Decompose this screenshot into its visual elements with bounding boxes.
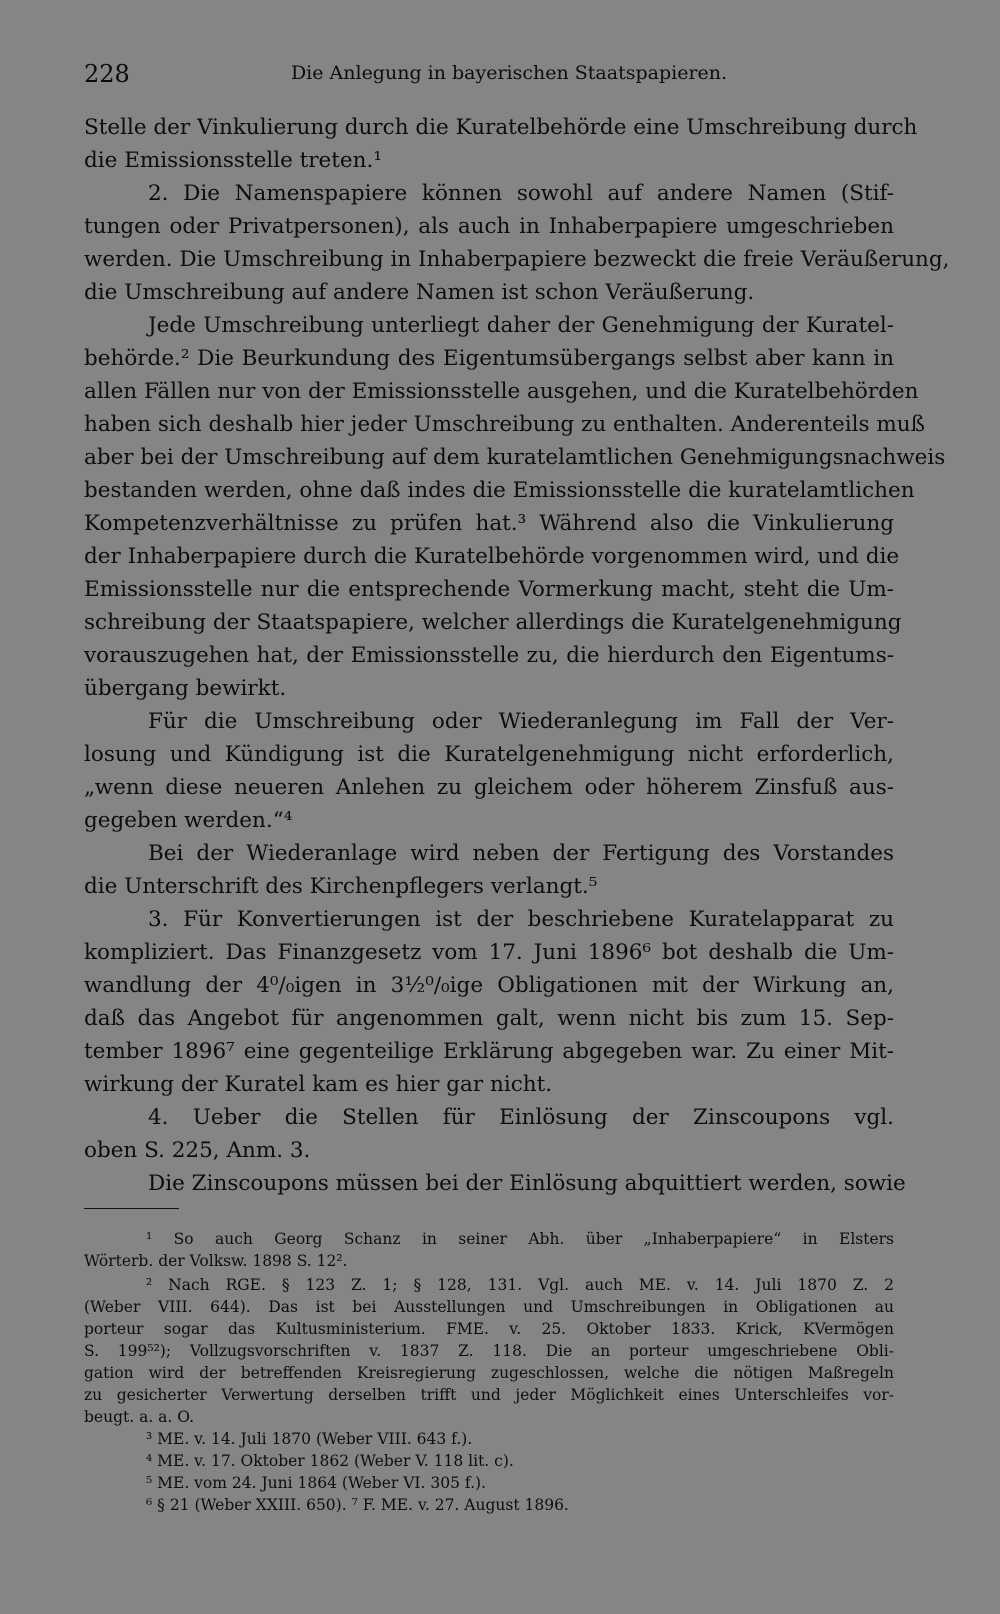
text-line: Für die Umschreibung oder Wiederanlegung im Fall der Ver-: [148, 709, 894, 734]
running-title: Die Anlegung in bayerischen Staatspapieren.: [290, 62, 728, 84]
text-line: losung und Kündigung ist die Kuratelgenehmigung nicht erforderlich,: [84, 742, 894, 767]
text-line: vorauszugehen hat, der Emissionsstelle zu, die hierdurch den Eigentums-: [84, 643, 894, 668]
text-line: bestanden werden, ohne daß indes die Emissionsstelle die kuratelamtlichen: [84, 478, 915, 503]
footnote-line: Wörterb. der Volksw. 1898 S. 12².: [84, 1252, 348, 1270]
footnote-rule: [84, 1208, 179, 1209]
text-line: 4. Ueber die Stellen für Einlösung der Zinscoupons vgl.: [148, 1105, 894, 1130]
text-line: behörde.² Die Beurkundung des Eigentumsübergangs selbst aber kann in: [84, 346, 894, 371]
footnote-line: ⁵ ME. vom 24. Juni 1864 (Weber VI. 305 f.).: [146, 1474, 486, 1492]
footnote-line: ¹ So auch Georg Schanz in seiner Abh. über „Inhaberpapiere“ in Elsters: [146, 1230, 894, 1248]
page-number: 228: [84, 60, 130, 88]
footnote-line: ³ ME. v. 14. Juli 1870 (Weber VIII. 643 f.).: [146, 1430, 473, 1448]
text-line: gegeben werden.“⁴: [84, 808, 293, 833]
text-line: übergang bewirkt.: [84, 676, 287, 701]
text-line: Bei der Wiederanlage wird neben der Fertigung des Vorstandes: [148, 841, 894, 866]
text-line: 2. Die Namenspapiere können sowohl auf andere Namen (Stif-: [148, 181, 894, 206]
text-line: die Umschreibung auf andere Namen ist schon Veräußerung.: [84, 280, 755, 305]
footnote-line: S. 199⁵²); Vollzugsvorschriften v. 1837 Z. 118. Die an porteur umgeschriebene Obli-: [84, 1342, 894, 1360]
text-line: tember 1896⁷ eine gegenteilige Erklärung abgegeben war. Zu einer Mit-: [84, 1039, 894, 1064]
text-line: die Unterschrift des Kirchenpflegers verlangt.⁵: [84, 874, 598, 899]
text-line: die Emissionsstelle treten.¹: [84, 148, 382, 173]
text-line: tungen oder Privatpersonen), als auch in Inhaberpapiere umgeschrieben: [84, 214, 894, 239]
text-line: werden. Die Umschreibung in Inhaberpapiere bezweckt die freie Veräußerung,: [84, 247, 950, 272]
text-line: daß das Angebot für angenommen galt, wenn nicht bis zum 15. Sep-: [84, 1006, 894, 1031]
footnote-line: ⁶ § 21 (Weber XXIII. 650). ⁷ F. ME. v. 27. August 1896.: [146, 1496, 569, 1514]
text-line: kompliziert. Das Finanzgesetz vom 17. Juni 1896⁶ bot deshalb die Um-: [84, 940, 894, 965]
text-line: aber bei der Umschreibung auf dem kuratelamtlichen Genehmigungsnachweis: [84, 445, 946, 470]
footnote-line: ² Nach RGE. § 123 Z. 1; § 128, 131. Vgl. auch ME. v. 14. Juli 1870 Z. 2: [146, 1276, 894, 1294]
footnote-line: beugt. a. a. O.: [84, 1408, 194, 1426]
text-line: haben sich deshalb hier jeder Umschreibung zu enthalten. Anderenteils muß: [84, 412, 925, 437]
text-line: 3. Für Konvertierungen ist der beschriebene Kuratelapparat zu: [148, 907, 894, 932]
footnote-line: porteur sogar das Kultusministerium. FME. v. 25. Oktober 1833. Krick, KVermögen: [84, 1320, 894, 1338]
text-line: oben S. 225, Anm. 3.: [84, 1138, 311, 1163]
footnote-line: ⁴ ME. v. 17. Oktober 1862 (Weber V. 118 lit. c).: [146, 1452, 514, 1470]
text-line: wandlung der 4⁰/₀igen in 3½⁰/₀ige Obligationen mit der Wirkung an,: [84, 973, 894, 998]
text-line: allen Fällen nur von der Emissionsstelle ausgehen, und die Kuratelbehörden: [84, 379, 919, 404]
text-line: Jede Umschreibung unterliegt daher der Genehmigung der Kuratel-: [148, 313, 894, 338]
text-line: Stelle der Vinkulierung durch die Kuratelbehörde eine Umschreibung durch: [84, 115, 918, 140]
text-line: der Inhaberpapiere durch die Kuratelbehörde vorgenommen wird, und die: [84, 544, 900, 569]
text-line: Die Zinscoupons müssen bei der Einlösung abquittiert werden, sowie: [148, 1171, 906, 1196]
page-header: [84, 60, 894, 88]
text-line: Emissionsstelle nur die entsprechende Vormerkung macht, steht die Um-: [84, 577, 894, 602]
text-line: wirkung der Kuratel kam es hier gar nicht.: [84, 1072, 553, 1097]
footnote-line: gation wird der betreffenden Kreisregierung zugeschlossen, welche die nötigen Maßregeln: [84, 1364, 894, 1382]
text-line: „wenn diese neueren Anlehen zu gleichem oder höherem Zinsfuß aus-: [84, 775, 894, 800]
footnote-line: (Weber VIII. 644). Das ist bei Ausstellungen und Umschreibungen in Obligationen au: [84, 1298, 894, 1316]
footnote-line: zu gesicherter Verwertung derselben trifft und jeder Möglichkeit eines Unterschleifes vor-: [84, 1386, 894, 1404]
text-line: schreibung der Staatspapiere, welcher allerdings die Kuratelgenehmigung: [84, 610, 902, 635]
text-line: Kompetenzverhältnisse zu prüfen hat.³ Während also die Vinkulierung: [84, 511, 894, 536]
